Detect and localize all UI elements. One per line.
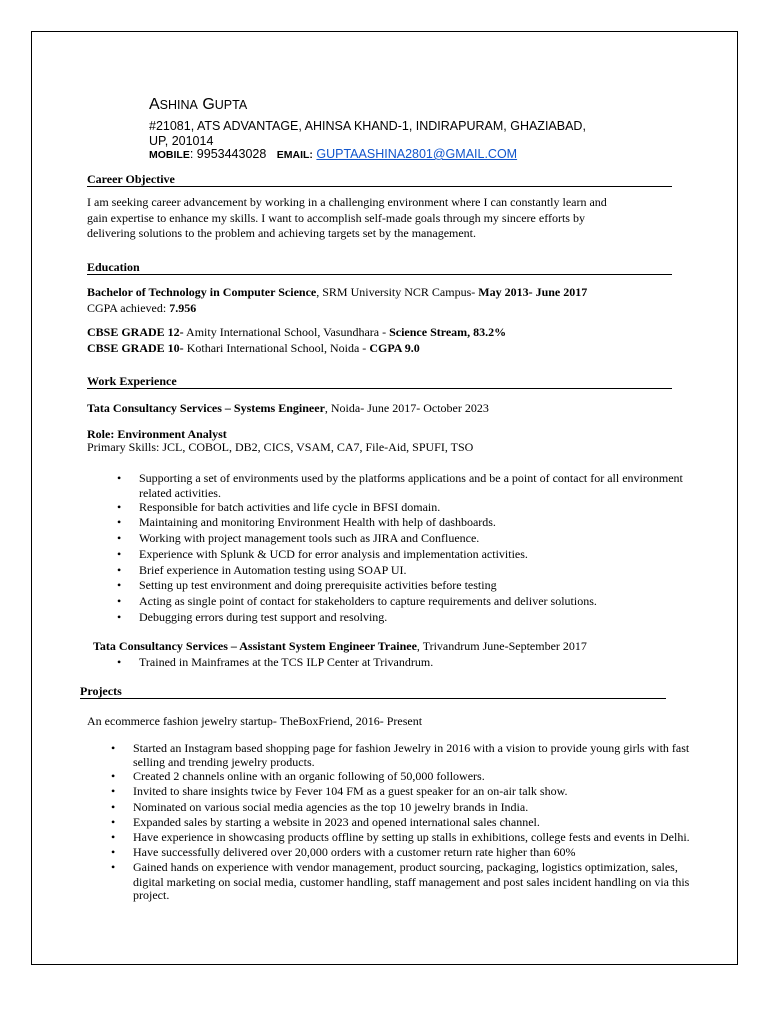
degree-dates: May 2013- June 2017 [478,285,588,299]
bullet-icon: • [117,471,122,485]
bullet-icon: • [117,609,122,624]
list-item: • Started an Instagram based shopping page for fashion Jewelry in 2016 with a vision to provide young girls with fast [111,741,690,755]
address-line-1: #21081, ATS ADVANTAGE, AHINSA KHAND-1, INDIRAPURAM, GHAZIABAD, [149,119,586,133]
job1-bullets [117,471,683,625]
mobile-value: : 9953443028 [189,147,267,161]
projects-intro: An ecommerce fashion jewelry startup- TheBoxFriend, 2016- Present [87,714,423,728]
bullet-icon: • [117,531,122,546]
job2-line [93,639,587,653]
address-line-2: UP, 201014 [149,134,214,148]
grade12-line [87,325,506,339]
job1-title: Tata Consultancy Services – Systems Engineer [87,401,325,415]
address [149,119,586,149]
list-item: • Gained hands on experience with vendor management, product sourcing, packaging, logistics optimization, sales, [111,860,678,875]
job2-bullets [117,655,434,671]
job2-details: , Trivandrum June-September 2017 [416,639,587,653]
career-objective-text [87,195,607,242]
grade12-label: CBSE GRADE 12- [87,325,184,339]
role-line: Role: Environment Analyst [87,427,227,441]
cgpa-value: 7.956 [169,301,197,315]
education-heading: Education [87,261,672,275]
candidate-name: ASHINA GUPTA [149,96,248,113]
projects-heading: Projects [80,685,666,699]
list-item: digital marketing on social media, customer handling, staff management and post sales incident handling on via this [133,874,690,889]
cgpa-line [87,301,196,315]
bullet-icon: • [111,769,116,784]
job1-details: , Noida- June 2017- October 2023 [324,401,489,415]
bullet-icon: • [117,515,122,530]
bullet-icon: • [111,741,116,755]
skills-line: Primary Skills: JCL, COBOL, DB2, CICS, VSAM, CA7, File-Aid, SPUFI, TSO [87,440,474,454]
bullet-icon: • [111,830,116,845]
career-objective-heading: Career Objective [87,173,672,187]
list-item: • Brief experience in Automation testing using SOAP UI. [117,562,407,577]
list-item: • Responsible for batch activities and life cycle in BFSI domain. [117,499,441,514]
list-item: • Trained in Mainframes at the TCS ILP Center at Trivandrum. [117,655,434,669]
bullet-icon: • [117,546,122,561]
list-item: • Have successfully delivered over 20,000 orders with a customer return rate higher than 60% [111,845,576,860]
degree-institution: , SRM University NCR Campus- [316,285,479,299]
list-item: • Nominated on various social media agencies as the top 10 jewelry brands in India. [111,799,529,814]
cgpa-label: CGPA achieved: [87,301,170,315]
bullet-icon: • [117,499,122,514]
job2-title: Tata Consultancy Services – Assistant System Engineer Trainee [93,639,417,653]
job1-line [87,401,489,415]
grade10-label: CBSE GRADE 10- [87,341,184,355]
email-link[interactable]: GUPTAASHINA2801@GMAIL.COM [316,147,518,161]
email-label: EMAIL: [276,149,313,161]
career-line-3: delivering solutions to the problem and achieving targets set by the management. [87,226,477,240]
list-item: • Supporting a set of environments used by the platforms applications and be a point of contact for all environment [117,471,683,485]
career-line-2: gain expertise to enhance my skills. I want to accomplish self-made goals through my sincere efforts by [87,210,585,225]
list-item: • Acting as single point of contact for stakeholders to capture requirements and deliver solutions. [117,593,597,608]
bullet-icon: • [117,655,122,669]
list-item: • Experience with Splunk & UCD for error analysis and implementation activities. [117,546,528,561]
mobile-label: MOBILE [149,149,190,161]
grade12-result: Science Stream, 83.2% [389,325,507,339]
list-item: selling and trending jewelry products. [133,755,315,770]
bullet-icon: • [111,845,116,860]
bullet-icon: • [111,784,116,799]
work-experience-heading: Work Experience [87,375,672,389]
grade12-institution: Amity International School, Vasundhara - [183,325,390,339]
list-item: related activities. [139,485,221,500]
grade10-institution: Kothari International School, Noida - [183,341,370,355]
list-item: • Maintaining and monitoring Environment Health with help of dashboards. [117,515,496,530]
bullet-icon: • [117,593,122,608]
list-item: • Expanded sales by starting a website in 2023 and opened international sales channel. [111,814,540,829]
career-line-1: I am seeking career advancement by working in a challenging environment where I can constantly learn and [87,195,607,209]
degree-line [87,285,587,299]
grade10-line [87,341,420,355]
list-item: • Invited to share insights twice by Fever 104 FM as a guest speaker for an on-air talk show. [111,784,568,799]
list-item: • Have experience in showcasing products offline by setting up stalls in exhibitions, college fests and events in Delhi. [111,830,690,845]
list-item: • Created 2 channels online with an organic following of 50,000 followers. [111,769,485,784]
grade10-result: CGPA 9.0 [369,341,420,355]
list-item: • Debugging errors during test support and resolving. [117,609,388,624]
list-item: • Setting up test environment and doing prerequisite activities before testing [117,578,497,593]
degree-name: Bachelor of Technology in Computer Science [87,285,317,299]
bullet-icon: • [111,860,116,875]
bullet-icon: • [117,562,122,577]
list-item: project. [133,887,170,902]
bullet-icon: • [111,814,116,829]
bullet-icon: • [111,799,116,814]
contact-line [149,147,517,161]
bullet-icon: • [117,578,122,593]
list-item: • Working with project management tools such as JIRA and Confluence. [117,531,480,546]
projects-bullets [111,741,690,902]
